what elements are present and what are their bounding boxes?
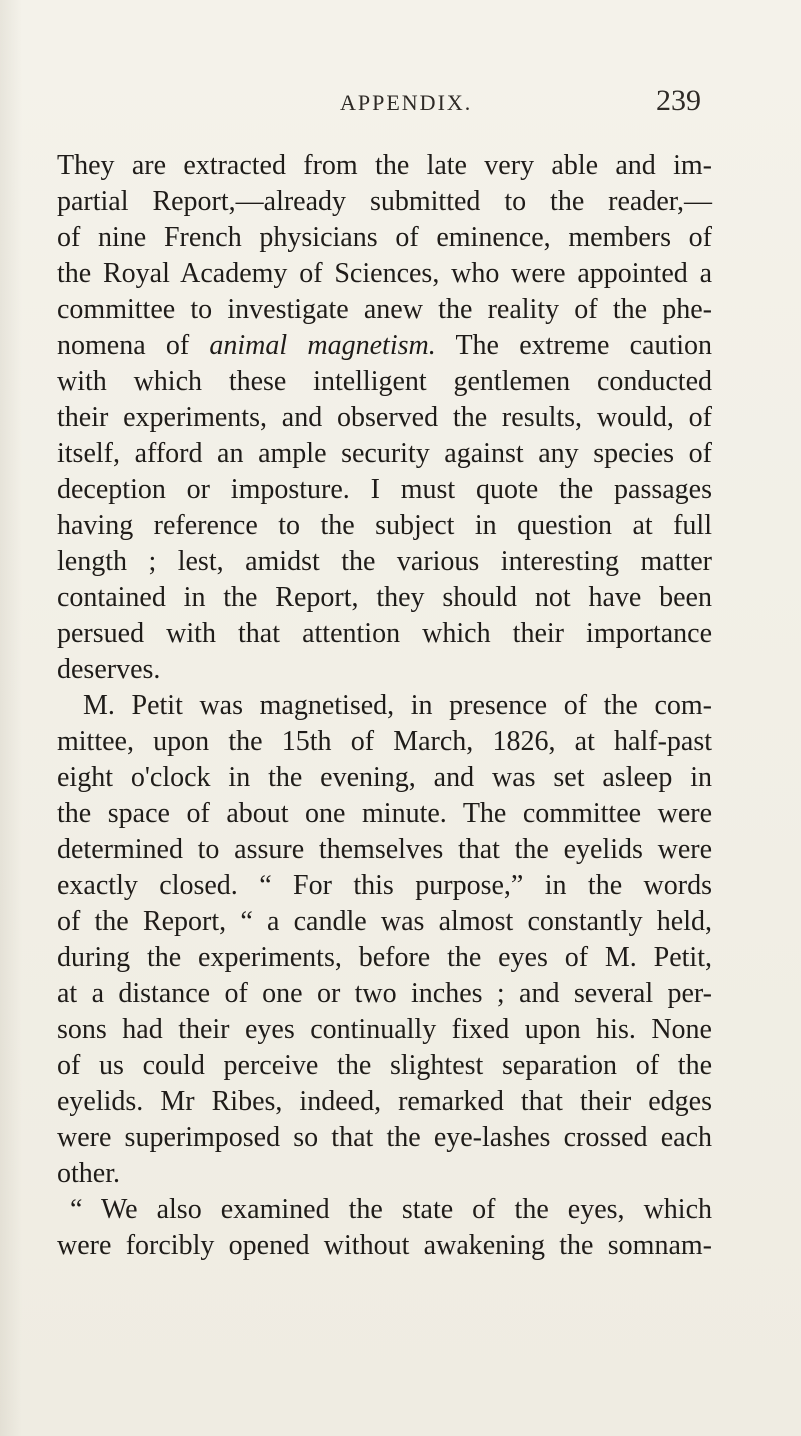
text-line: with which these intelligent gentlemen conducted xyxy=(57,366,712,397)
text-line: deserves. xyxy=(57,654,161,685)
paragraph-start: “ We also examined the state of the eyes, which xyxy=(70,1194,712,1225)
text-line: the space of about one minute. The committee were xyxy=(57,798,712,829)
text-line: determined to assure themselves that the eyelids were xyxy=(57,834,712,865)
text-line: contained in the Report, they should not have been xyxy=(57,582,712,613)
text-line: having reference to the subject in question at full xyxy=(57,510,712,541)
text-segment: nomena of xyxy=(57,330,190,361)
text-line: eight o'clock in the evening, and was set asleep in xyxy=(57,762,712,793)
text-line: during the experiments, before the eyes of M. Petit, xyxy=(57,942,712,973)
text-segment: The extreme caution xyxy=(455,330,712,361)
page-number: 239 xyxy=(656,84,701,117)
italic-term: animal magnetism. xyxy=(209,330,436,361)
text-line: were superimposed so that the eye-lashes crossed each xyxy=(57,1122,712,1153)
text-line: were forcibly opened without awakening the somnam- xyxy=(57,1230,712,1261)
text-line: persued with that attention which their importance xyxy=(57,618,712,649)
text-line: length ; lest, amidst the various interesting matter xyxy=(57,546,712,577)
text-line: committee to investigate anew the reality of the phe- xyxy=(57,294,712,325)
text-line: deception or imposture. I must quote the passages xyxy=(57,474,712,505)
text-line: exactly closed. “ For this purpose,” in the words xyxy=(57,870,712,901)
text-line xyxy=(57,330,712,362)
text-line: mittee, upon the 15th of March, 1826, at half-past xyxy=(57,726,712,757)
text-line: partial Report,—already submitted to the reader,— xyxy=(57,186,712,217)
text-line: of us could perceive the slightest separation of the xyxy=(57,1050,712,1081)
running-head: APPENDIX. xyxy=(340,90,473,115)
text-line: at a distance of one or two inches ; and several per- xyxy=(57,978,712,1009)
text-line: their experiments, and observed the results, would, of xyxy=(57,402,712,433)
text-line: of the Report, “ a candle was almost constantly held, xyxy=(57,906,712,937)
text-line: other. xyxy=(57,1158,120,1189)
text-line: itself, afford an ample security against any species of xyxy=(57,438,712,469)
text-line: eyelids. Mr Ribes, indeed, remarked that their edges xyxy=(57,1086,712,1117)
text-line: the Royal Academy of Sciences, who were appointed a xyxy=(57,258,712,289)
text-line: of nine French physicians of eminence, members of xyxy=(57,222,712,253)
text-line: They are extracted from the late very able and im- xyxy=(57,150,712,181)
text-line: sons had their eyes continually fixed upon his. None xyxy=(57,1014,712,1045)
paragraph-start: M. Petit was magnetised, in presence of the com- xyxy=(83,690,712,721)
